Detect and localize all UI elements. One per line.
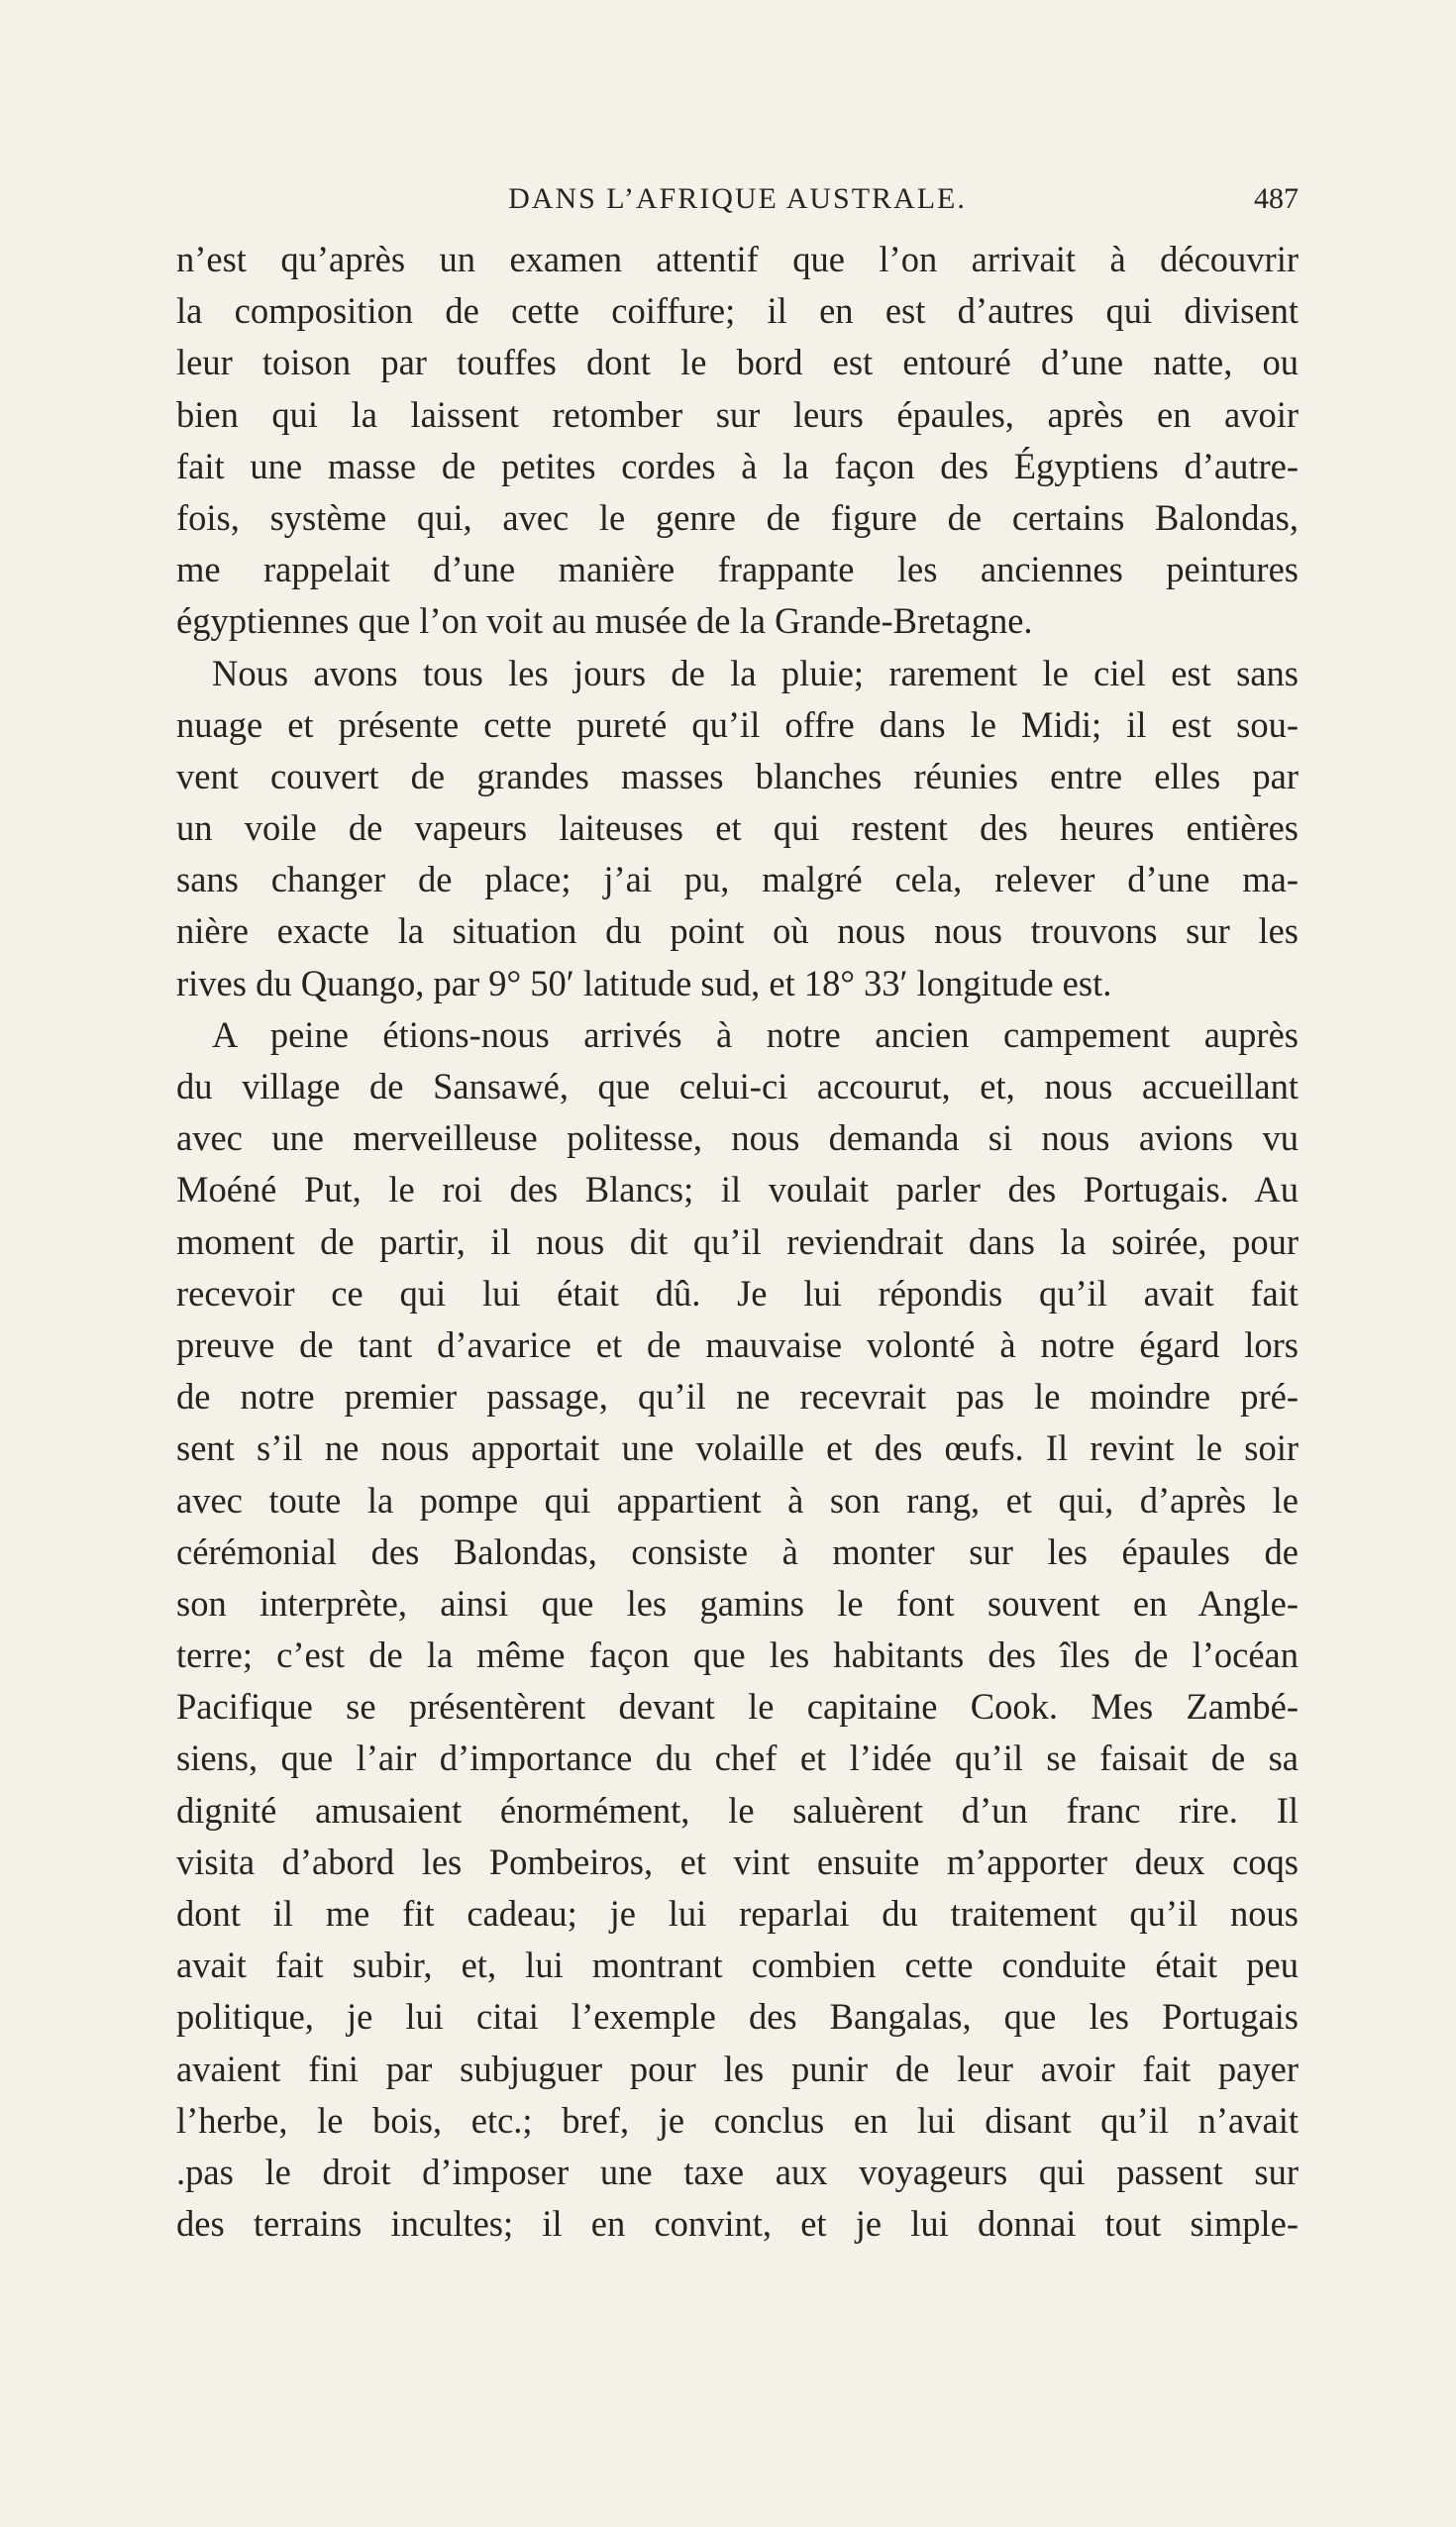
text-line: nière exacte la situation du point où nous nous trouvons sur les — [176, 910, 1299, 952]
page-number: 487 — [1254, 182, 1299, 215]
text-line: n’est qu’après un examen attentif que l’on arrivait à découvrir — [176, 239, 1299, 279]
text-line: avaient fini par subjuguer pour les punir de leur avoir fait payer — [176, 2048, 1299, 2089]
text-line: Pacifique se présentèrent devant le capitaine Cook. Mes Zambé- — [176, 1686, 1299, 1728]
text-line: rives du Quango, par 9° 50′ latitude sud, et 18° 33′ longitude est. — [176, 962, 1112, 1003]
paragraph — [176, 1009, 1299, 2251]
text-line: dignité amusaient énormément, le saluèrent d’un franc rire. Il — [176, 1789, 1299, 1831]
text-line: preuve de tant d’avarice et de mauvaise volonté à notre égard lors — [176, 1323, 1299, 1365]
text-line: politique, je lui citai l’exemple des Bangalas, que les Portugais — [176, 1996, 1299, 2038]
body-text — [176, 234, 1299, 2250]
text-line: un voile de vapeurs laiteuses et qui restent des heures entières — [176, 807, 1299, 849]
text-line: bien qui la laissent retomber sur leurs épaules, après en avoir — [176, 393, 1299, 435]
text-line: avec toute la pompe qui appartient à son rang, et qui, d’après le — [176, 1479, 1299, 1521]
text-line: sans changer de place; j’ai pu, malgré cela, relever d’une ma- — [176, 859, 1299, 900]
text-line: du village de Sansawé, que celui-ci accourut, et, nous accueillant — [176, 1066, 1299, 1106]
text-line: égyptiennes que l’on voit au musée de la Grande-Bretagne. — [176, 600, 1033, 642]
text-line: visita d’abord les Pombeiros, et vint ensuite m’apporter deux coqs — [176, 1841, 1299, 1882]
text-line: Moéné Put, le roi des Blancs; il voulait parler des Portugais. Au — [176, 1169, 1299, 1211]
text-line: Nous avons tous les jours de la pluie; rarement le ciel est sans — [212, 652, 1299, 693]
text-line: moment de partir, il nous dit qu’il reviendrait dans la soirée, pour — [176, 1220, 1299, 1262]
text-line: cérémonial des Balondas, consiste à monter sur les épaules de — [176, 1530, 1299, 1572]
text-line: la composition de cette coiffure; il en est d’autres qui divisent — [176, 290, 1299, 332]
running-head — [176, 178, 1299, 230]
text-line: l’herbe, le bois, etc.; bref, je conclus en lui disant qu’il n’avait — [176, 2099, 1299, 2141]
text-line: siens, que l’air d’importance du chef et l’idée qu’il se faisait de sa — [176, 1737, 1299, 1779]
text-line: me rappelait d’une manière frappante les anciennes peintures — [176, 549, 1299, 590]
text-line: avait fait subir, et, lui montrant combien cette conduite était peu — [176, 1945, 1299, 1986]
text-line: dont il me fit cadeau; je lui reparlai du traitement qu’il nous — [176, 1893, 1299, 1934]
text-line: avec une merveilleuse politesse, nous demanda si nous avions vu — [176, 1117, 1299, 1159]
text-line: son interprète, ainsi que les gamins le font souvent en Angle- — [176, 1582, 1299, 1624]
text-line: de notre premier passage, qu’il ne recevrait pas le moindre pré- — [176, 1376, 1299, 1418]
paragraph — [176, 234, 1299, 648]
text-line: recevoir ce qui lui était dû. Je lui répondis qu’il avait fait — [176, 1272, 1299, 1314]
text-line: leur toison par touffes dont le bord est entouré d’une natte, ou — [176, 342, 1299, 383]
running-title: DANS L’AFRIQUE AUSTRALE. — [508, 182, 967, 215]
text-line: fait une masse de petites cordes à la façon des Égyptiens d’autre- — [176, 445, 1299, 486]
text-line: des terrains incultes; il en convint, et je lui donnai tout simple- — [176, 2203, 1299, 2245]
text-line: sent s’il ne nous apportait une volaille et des œufs. Il revint le soir — [176, 1427, 1299, 1469]
text-line: .pas le droit d’imposer une taxe aux voyageurs qui passent sur — [176, 2151, 1299, 2192]
text-line: fois, système qui, avec le genre de figure de certains Balondas, — [176, 496, 1299, 538]
text-line: terre; c’est de la même façon que les habitants des îles de l’océan — [176, 1634, 1299, 1676]
paragraph — [176, 648, 1299, 1009]
text-line: nuage et présente cette pureté qu’il offre dans le Midi; il est sou- — [176, 703, 1299, 745]
text-line: A peine étions-nous arrivés à notre ancien campement auprès — [212, 1013, 1299, 1055]
text-line: vent couvert de grandes masses blanches réunies entre elles par — [176, 755, 1299, 796]
